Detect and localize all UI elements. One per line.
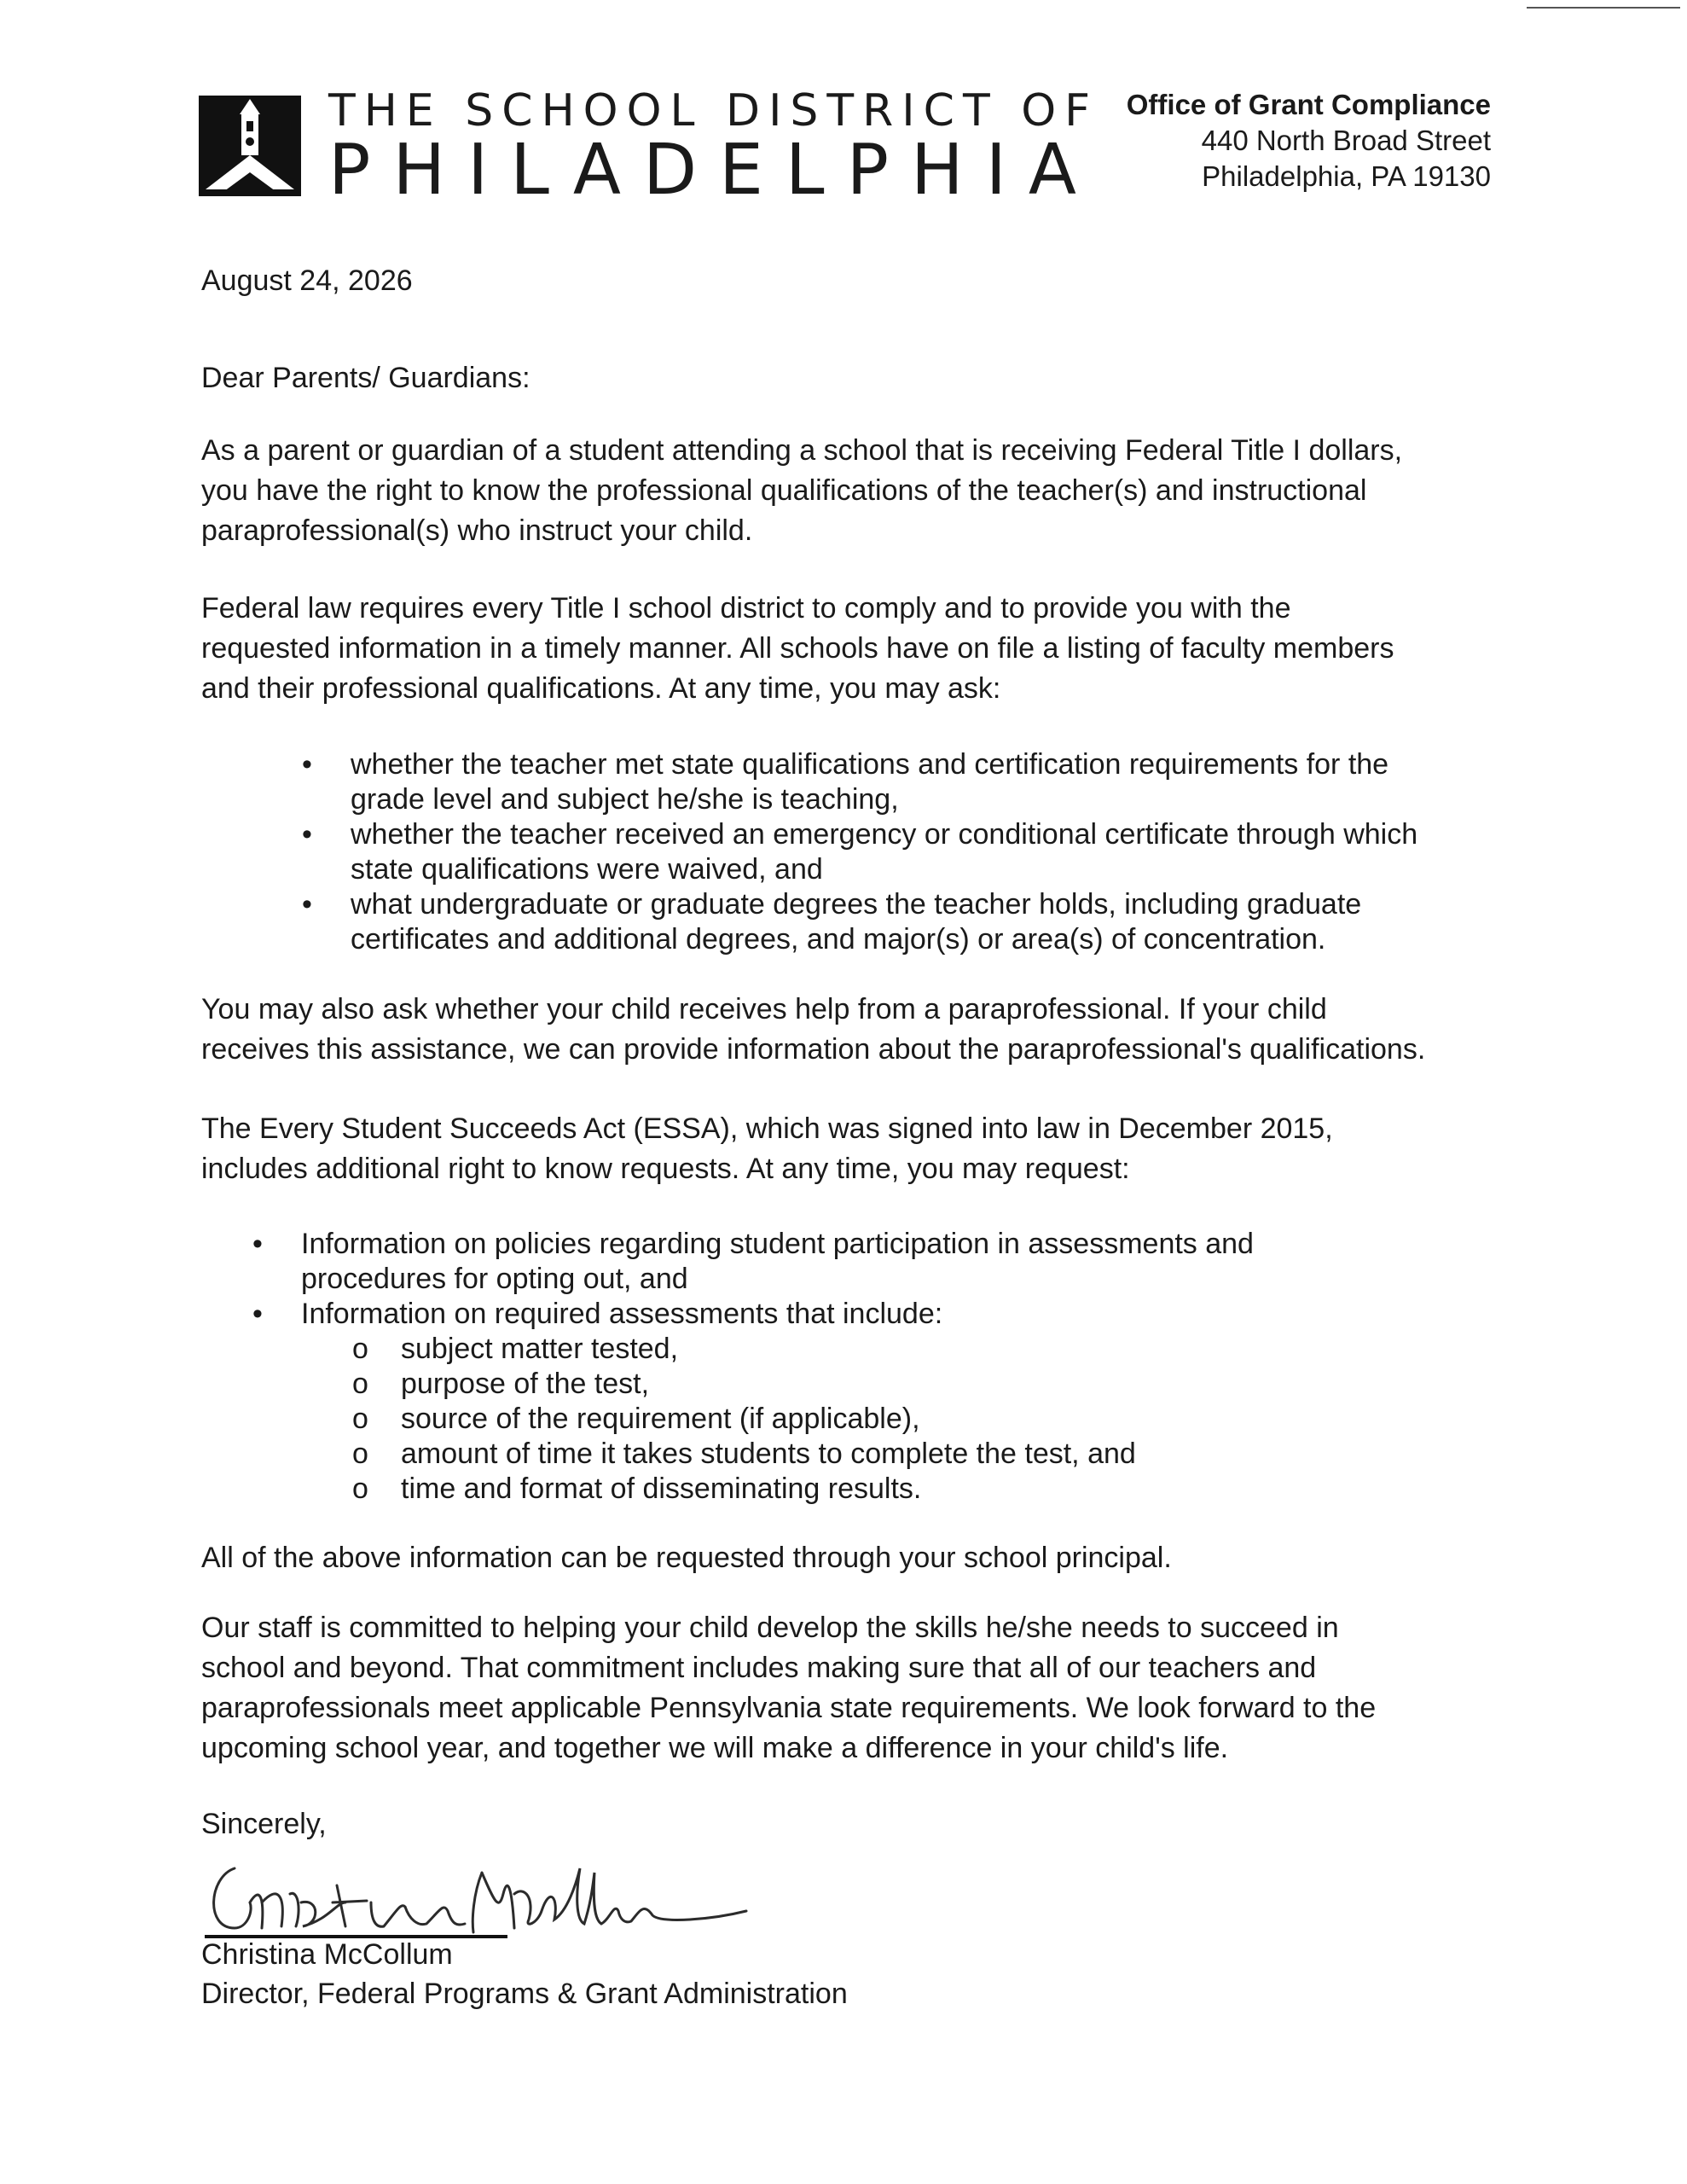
essa-requests-list	[201, 1227, 1254, 1507]
office-name: Office of Grant Compliance	[1126, 89, 1491, 120]
sub-list-item	[201, 1332, 1254, 1367]
list-item-line: whether the teacher received an emergency or conditional certificate through which	[351, 818, 1418, 851]
list-item-line: what undergraduate or graduate degrees the teacher holds, including graduate	[351, 888, 1362, 921]
handwritten-signature	[200, 1851, 763, 1945]
office-address-block	[1127, 87, 1491, 195]
sub-bullet-icon: o	[352, 1472, 368, 1505]
bullet-icon: •	[302, 818, 312, 851]
sub-list-item-text: purpose of the test,	[401, 1368, 650, 1400]
teacher-questions-list	[201, 747, 1417, 957]
salutation: Dear Parents/ Guardians:	[201, 362, 530, 394]
list-item	[201, 1297, 1254, 1507]
sub-list-item-text: source of the requirement (if applicable),	[401, 1403, 920, 1435]
closing: Sincerely,	[201, 1808, 327, 1840]
sub-bullet-icon: o	[352, 1403, 368, 1435]
list-item-line: state qualifications were waived, and	[351, 853, 823, 886]
district-logo	[199, 96, 301, 196]
paragraph-paraprofessional	[201, 990, 1425, 1070]
address-line1: 440 North Broad Street	[1201, 125, 1491, 156]
list-item-line: grade level and subject he/she is teaching,	[351, 783, 899, 816]
signer-name: Christina McCollum	[201, 1938, 453, 1971]
sub-bullet-icon: o	[352, 1368, 368, 1400]
bullet-icon: •	[252, 1228, 263, 1260]
paragraph-line: Our staff is committed to helping your child develop the skills he/she needs to succeed in	[201, 1612, 1339, 1644]
paragraph-right-to-know	[201, 431, 1402, 551]
list-item-line: certificates and additional degrees, and major(s) or area(s) of concentration.	[351, 923, 1326, 956]
paragraph-line: school and beyond. That commitment includes making sure that all of our teachers and	[201, 1652, 1317, 1684]
address-line2: Philadelphia, PA 19130	[1202, 160, 1491, 192]
sub-list-item	[201, 1367, 1254, 1402]
letter-date: August 24, 2026	[201, 264, 413, 297]
district-name-line1: THE SCHOOL DISTRICT OF	[328, 85, 1099, 136]
assessment-details-list	[301, 1332, 1254, 1507]
sub-list-item	[201, 1402, 1254, 1437]
signer-block	[201, 1935, 848, 2013]
list-item-line: Information on policies regarding student participation in assessments and	[301, 1228, 1254, 1260]
paragraph-commitment	[201, 1608, 1376, 1769]
scan-line	[1527, 7, 1680, 9]
list-item	[201, 817, 1417, 887]
sub-bullet-icon: o	[352, 1333, 368, 1365]
sub-list-item-text: amount of time it takes students to complete the test, and	[401, 1438, 1136, 1470]
list-item-line: Information on required assessments that include:	[301, 1298, 943, 1330]
paragraph-line: paraprofessional(s) who instruct your child.	[201, 514, 753, 547]
paragraph-line: and their professional qualifications. At any time, you may ask:	[201, 672, 1001, 705]
paragraph-line: upcoming school year, and together we will make a difference in your child's life.	[201, 1732, 1229, 1764]
signer-title: Director, Federal Programs & Grant Administration	[201, 1978, 848, 2010]
paragraph-line: You may also ask whether your child receives help from a paraprofessional. If your child	[201, 993, 1327, 1025]
paragraph-line: The Every Student Succeeds Act (ESSA), which was signed into law in December 2015,	[201, 1112, 1333, 1145]
sub-bullet-icon: o	[352, 1438, 368, 1470]
paragraph-line: includes additional right to know requests. At any time, you may request:	[201, 1153, 1130, 1185]
paragraph-line: paraprofessionals meet applicable Pennsylvania state requirements. We look forward to the	[201, 1692, 1377, 1724]
paragraph-line: Federal law requires every Title I school district to comply and to provide you with the	[201, 592, 1291, 624]
paragraph-principal: All of the above information can be requested through your school principal.	[201, 1542, 1172, 1574]
sub-list-item-text: subject matter tested,	[401, 1333, 679, 1365]
independence-hall-icon	[199, 96, 301, 196]
sub-list-item	[201, 1437, 1254, 1472]
list-item	[201, 887, 1417, 957]
paragraph-federal-law	[201, 589, 1394, 709]
sub-list-item	[201, 1472, 1254, 1507]
list-item-line: procedures for opting out, and	[301, 1263, 688, 1295]
paragraph-line: receives this assistance, we can provide information about the paraprofessional's qualifications.	[201, 1033, 1426, 1066]
district-name-line2: PHILADELPHIA	[328, 130, 1099, 211]
list-item-line: whether the teacher met state qualifications and certification requirements for the	[351, 748, 1389, 781]
paragraph-line: As a parent or guardian of a student attending a school that is receiving Federal Title I dollars,	[201, 434, 1403, 467]
bullet-icon: •	[302, 748, 312, 781]
sub-list-item-text: time and format of disseminating results.	[401, 1472, 922, 1505]
paragraph-line: you have the right to know the professional qualifications of the teacher(s) and instructional	[201, 474, 1367, 507]
bullet-icon: •	[302, 888, 312, 921]
list-item	[201, 747, 1417, 817]
bullet-icon: •	[252, 1298, 263, 1330]
list-item	[201, 1227, 1254, 1297]
paragraph-essa	[201, 1109, 1333, 1189]
paragraph-line: requested information in a timely manner. All schools have on file a listing of faculty members	[201, 632, 1394, 665]
